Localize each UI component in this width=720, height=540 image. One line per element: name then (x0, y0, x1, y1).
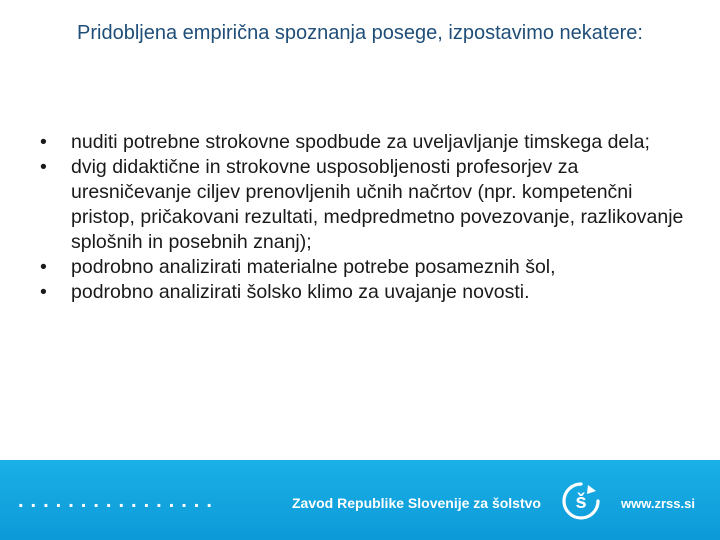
logo-letter: š (575, 491, 587, 513)
bullet-text: nuditi potrebne strokovne spodbude za uveljavljanje timskega dela; (71, 131, 650, 153)
bullet-marker: • (40, 156, 47, 178)
organization-name: Zavod Republike Slovenije za šolstvo (292, 495, 541, 511)
footer-dots: ................ (18, 490, 219, 512)
slide-title: Pridobljena empirična spoznanja posege, izpostavimo nekatere: (77, 22, 643, 44)
bullet-list (40, 130, 690, 305)
bullet-text: podrobno analizirati materialne potrebe posameznih šol, (71, 256, 556, 278)
footer-bar (0, 460, 720, 540)
bullet-marker: • (40, 131, 47, 153)
bullet-marker: • (40, 281, 47, 303)
list-item (40, 280, 690, 305)
zrss-s-logo-icon (561, 481, 601, 521)
website-link[interactable]: www.zrss.si (621, 496, 695, 511)
list-item (40, 255, 690, 280)
bullet-text: podrobno analizirati šolsko klimo za uvajanje novosti. (71, 281, 530, 303)
bullet-marker: • (40, 256, 47, 278)
list-item (40, 155, 690, 255)
bullet-text: dvig didaktične in strokovne usposobljenosti profesorjev za uresničevanje ciljev prenovljenih učnih načrtov (npr. kompetenčni pristop, pričakovani rezultati, medpredmetno povezovanje, razlikovanje splošnih in posebnih znanj); (71, 156, 684, 253)
list-item (40, 130, 690, 155)
